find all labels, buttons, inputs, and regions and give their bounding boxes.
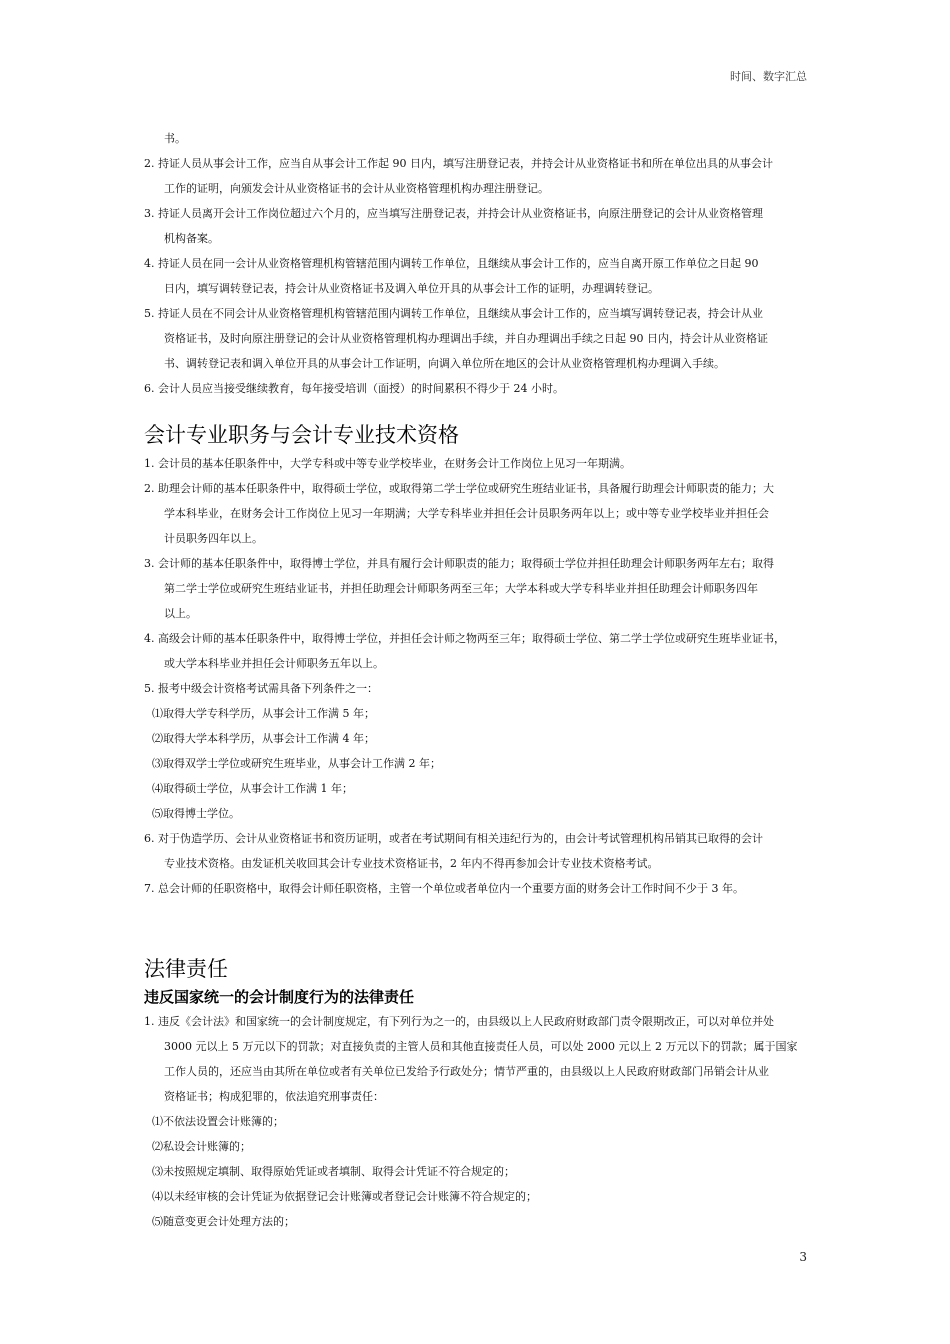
list-item: 4. 持证人员在同一会计从业资格管理机构管辖范围内调转工作单位，且继续从事会计工作的，应当自离开原工作单位之日起 90	[144, 257, 759, 270]
list-item: 4. 高级会计师的基本任职条件中，取得博士学位，并担任会计师之物两至三年；取得硕士学位、第二学士学位或研究生班毕业证书，	[144, 632, 785, 645]
list-item-continuation: 书、调转登记表和调入单位开具的从事会计工作证明，向调入单位所在地区的会计从业资格管理机构办理调入手续。	[164, 357, 725, 370]
sub-list-item: ⑷取得硕士学位，从事会计工作满 1 年；	[152, 782, 353, 795]
list-item: 3. 会计师的基本任职条件中，取得博士学位，并具有履行会计师职责的能力；取得硕士学位并担任助理会计师职务两年左右；取得	[144, 557, 774, 570]
list-item: 3. 持证人员离开会计工作岗位超过六个月的，应当填写注册登记表，并持会计从业资格证书，向原注册登记的会计从业资格管理	[144, 207, 763, 220]
section-legal-liability	[144, 953, 810, 1234]
section-heading: 会计专业职务与会计专业技术资格	[144, 423, 459, 447]
sub-list-item: ⑴不依法设置会计账簿的；	[152, 1115, 284, 1128]
list-item: 5. 报考中级会计资格考试需具备下列条件之一：	[144, 682, 378, 695]
page-header: 时间、数字汇总	[730, 70, 807, 83]
section-subheading: 违反国家统一的会计制度行为的法律责任	[144, 988, 415, 1006]
list-item: 2. 助理会计师的基本任职条件中，取得硕士学位，或取得第二学士学位或研究生班结业证书，具备履行助理会计师职责的能力；大	[144, 482, 774, 495]
list-item: 6. 会计人员应当接受继续教育，每年接受培训（面授）的时间累积不得少于 24 小时。	[144, 382, 564, 395]
list-item-continuation: 3000 元以上 5 万元以下的罚款；对直接负责的主管人员和其他直接责任人员，可以处 2000 元以上 2 万元以下的罚款；属于国家	[164, 1040, 798, 1053]
list-item: 5. 持证人员在不同会计从业资格管理机构管辖范围内调转工作单位，且继续从事会计工作的，应当填写调转登记表，持会计从业	[144, 307, 763, 320]
sub-list-item: ⑶取得双学士学位或研究生班毕业，从事会计工作满 2 年；	[152, 757, 441, 770]
list-item-continuation: 以上。	[164, 607, 197, 620]
page-content	[144, 126, 810, 1234]
page-number: 3	[799, 1250, 807, 1264]
list-item: 6. 对于伪造学历、会计从业资格证书和资历证明，或者在考试期间有相关违纪行为的，由会计考试管理机构吊销其已取得的会计	[144, 832, 763, 845]
list-item-continuation: 书。	[164, 132, 186, 145]
list-item: 1. 会计员的基本任职条件中，大学专科或中等专业学校毕业，在财务会计工作岗位上见习一年期满。	[144, 457, 631, 470]
section-heading: 法律责任	[144, 957, 228, 981]
list-item-continuation: 学本科毕业，在财务会计工作岗位上见习一年期满；大学专科毕业并担任会计员职务两年以上；或中等专业学校毕业并担任会	[164, 507, 769, 520]
list-item-continuation: 或大学本科毕业并担任会计师职务五年以上。	[164, 657, 384, 670]
sub-list-item: ⑸取得博士学位。	[152, 807, 240, 820]
list-item-continuation: 计员职务四年以上。	[164, 532, 263, 545]
section-qualification-registration	[144, 126, 810, 401]
sub-list-item: ⑸随意变更会计处理方法的；	[152, 1215, 295, 1228]
list-item-continuation: 工作的证明，向颁发会计从业资格证书的会计从业资格管理机构办理注册登记。	[164, 182, 549, 195]
list-item-continuation: 工作人员的，还应当由其所在单位或者有关单位已发给予行政处分；情节严重的，由县级以上人民政府财政部门吊销会计从业	[164, 1065, 769, 1078]
sub-list-item: ⑵私设会计账簿的；	[152, 1140, 251, 1153]
list-item-continuation: 日内，填写调转登记表，持会计从业资格证书及调入单位开具的从事会计工作的证明，办理调转登记。	[164, 282, 659, 295]
list-item-continuation: 专业技术资格。由发证机关收回其会计专业技术资格证书，2 年内不得再参加会计专业技术资格考试。	[164, 857, 659, 870]
list-item: 7. 总会计师的任职资格中，取得会计师任职资格，主管一个单位或者单位内一个重要方面的财务会计工作时间不少于 3 年。	[144, 882, 744, 895]
list-item: 1. 违反《会计法》和国家统一的会计制度规定，有下列行为之一的，由县级以上人民政府财政部门责令限期改正，可以对单位并处	[144, 1015, 774, 1028]
list-item-continuation: 资格证书，及时向原注册登记的会计从业资格管理机构办理调出手续，并自办理调出手续之日起 90 日内，持会计从业资格证	[164, 332, 768, 345]
list-item-continuation: 资格证书；构成犯罪的，依法追究刑事责任：	[164, 1090, 384, 1103]
section-professional-titles	[144, 419, 810, 901]
list-item-continuation: 机构备案。	[164, 232, 219, 245]
sub-list-item: ⑷以未经审核的会计凭证为依据登记会计账簿或者登记会计账簿不符合规定的；	[152, 1190, 537, 1203]
sub-list-item: ⑴取得大学专科学历，从事会计工作满 5 年；	[152, 707, 375, 720]
sub-list-item: ⑵取得大学本科学历，从事会计工作满 4 年；	[152, 732, 375, 745]
list-item: 2. 持证人员从事会计工作，应当自从事会计工作起 90 日内，填写注册登记表，并持会计从业资格证书和所在单位出具的从事会计	[144, 157, 773, 170]
list-item-continuation: 第二学士学位或研究生班结业证书，并担任助理会计师职务两至三年；大学本科或大学专科毕业并担任助理会计师职务四年	[164, 582, 758, 595]
sub-list-item: ⑶未按照规定填制、取得原始凭证或者填制、取得会计凭证不符合规定的；	[152, 1165, 515, 1178]
